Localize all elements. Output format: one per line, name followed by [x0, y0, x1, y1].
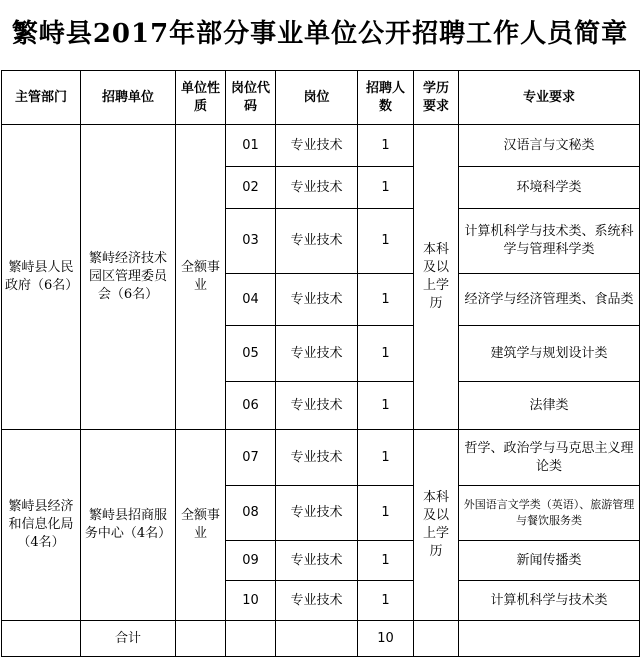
code-cell: 06: [226, 382, 276, 430]
count-cell: 1: [358, 486, 414, 541]
table-row: [2, 125, 640, 167]
count-cell: 1: [358, 382, 414, 430]
total-empty-cell: [226, 621, 276, 657]
page-title: 繁峙县2017年部分事业单位公开招聘工作人员简章: [11, 19, 629, 49]
unit-cell: 繁峙经济技术园区管理委员会（6名）: [81, 125, 176, 430]
header-post: 岗位: [276, 71, 358, 125]
header-edu: 学历要求: [414, 71, 459, 125]
dept-cell: 繁峙县经济和信息化局（4名）: [2, 430, 81, 621]
unit-cell: 繁峙县招商服务中心（4名）: [81, 430, 176, 621]
major-cell: 法律类: [459, 382, 640, 430]
header-unit: 招聘单位: [81, 71, 176, 125]
major-cell: 计算机科学与技术类、系统科学与管理科学类: [459, 209, 640, 274]
header-row: [2, 71, 640, 125]
major-cell: 经济学与经济管理类、食品类: [459, 274, 640, 326]
code-cell: 01: [226, 125, 276, 167]
code-cell: 09: [226, 541, 276, 581]
post-cell: 专业技术: [276, 541, 358, 581]
nature-cell: 全额事业: [176, 430, 226, 621]
major-cell: 新闻传播类: [459, 541, 640, 581]
table-row: [2, 430, 640, 486]
code-cell: 10: [226, 581, 276, 621]
post-cell: 专业技术: [276, 581, 358, 621]
total-empty-cell: [459, 621, 640, 657]
total-empty-cell: [414, 621, 459, 657]
code-cell: 03: [226, 209, 276, 274]
post-cell: 专业技术: [276, 486, 358, 541]
count-cell: 1: [358, 167, 414, 209]
post-cell: 专业技术: [276, 274, 358, 326]
post-cell: 专业技术: [276, 125, 358, 167]
recruitment-table: [1, 70, 640, 657]
total-row: [2, 621, 640, 657]
edu-cell: 本科及以上学历: [414, 430, 459, 621]
header-nature: 单位性质: [176, 71, 226, 125]
post-cell: 专业技术: [276, 209, 358, 274]
total-empty-cell: [176, 621, 226, 657]
nature-cell: 全额事业: [176, 125, 226, 430]
code-cell: 05: [226, 326, 276, 382]
total-empty-cell: [2, 621, 81, 657]
post-cell: 专业技术: [276, 167, 358, 209]
count-cell: 1: [358, 541, 414, 581]
header-dept: 主管部门: [2, 71, 81, 125]
count-cell: 1: [358, 430, 414, 486]
post-cell: 专业技术: [276, 382, 358, 430]
code-cell: 02: [226, 167, 276, 209]
post-cell: 专业技术: [276, 326, 358, 382]
count-cell: 1: [358, 326, 414, 382]
header-major: 专业要求: [459, 71, 640, 125]
major-cell: 哲学、政治学与马克思主义理论类: [459, 430, 640, 486]
edu-cell: 本科及以上学历: [414, 125, 459, 430]
major-cell: 环境科学类: [459, 167, 640, 209]
post-cell: 专业技术: [276, 430, 358, 486]
total-empty-cell: [276, 621, 358, 657]
header-count: 招聘人数: [358, 71, 414, 125]
count-cell: 1: [358, 209, 414, 274]
total-count: 10: [358, 621, 414, 657]
count-cell: 1: [358, 581, 414, 621]
count-cell: 1: [358, 274, 414, 326]
dept-cell: 繁峙县人民政府（6名）: [2, 125, 81, 430]
code-cell: 08: [226, 486, 276, 541]
total-label: 合计: [81, 621, 176, 657]
count-cell: 1: [358, 125, 414, 167]
code-cell: 07: [226, 430, 276, 486]
major-cell: 汉语言与文秘类: [459, 125, 640, 167]
major-cell: 计算机科学与技术类: [459, 581, 640, 621]
header-code: 岗位代码: [226, 71, 276, 125]
major-cell: 建筑学与规划设计类: [459, 326, 640, 382]
code-cell: 04: [226, 274, 276, 326]
major-cell: 外国语言文学类（英语）、旅游管理与餐饮服务类: [459, 486, 640, 541]
